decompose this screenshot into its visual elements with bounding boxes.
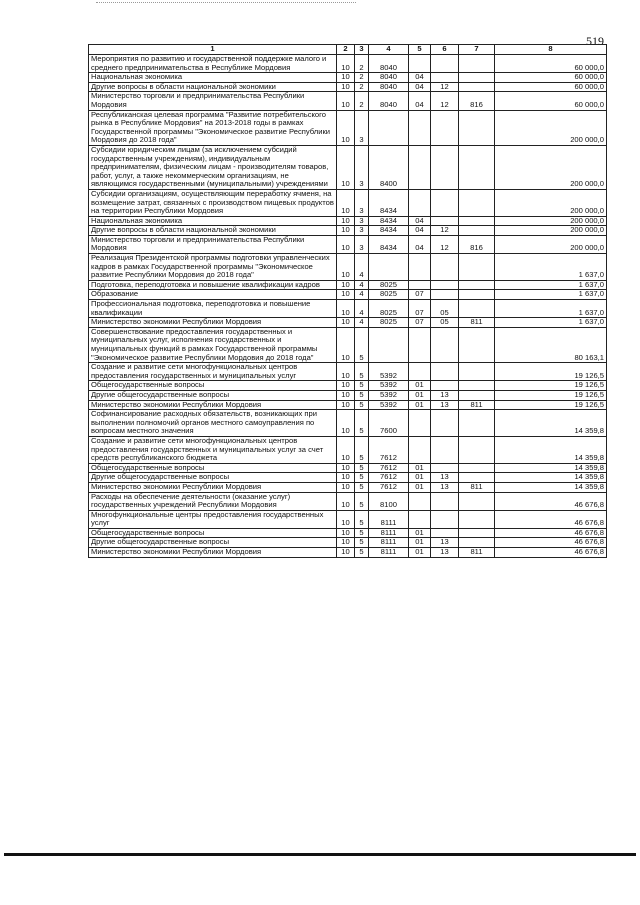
cell-c3: 2: [355, 92, 369, 110]
table-row: [89, 381, 607, 391]
cell-name: Министерство торговли и предпринимательства Республики Мордовия: [89, 235, 337, 253]
cell-c7: [459, 73, 495, 83]
header-cell: 3: [355, 45, 369, 55]
table-row: [89, 110, 607, 145]
cell-c4: [369, 254, 409, 281]
table-row: [89, 82, 607, 92]
cell-name: Министерство торговли и предпринимательства Республики Мордовия: [89, 92, 337, 110]
cell-c4: 5392: [369, 381, 409, 391]
cell-c4: 5392: [369, 390, 409, 400]
cell-c6: [431, 510, 459, 528]
cell-c2: 10: [337, 400, 355, 410]
header-cell: 7: [459, 45, 495, 55]
table-row: [89, 189, 607, 216]
cell-c7: [459, 82, 495, 92]
cell-c7: [459, 55, 495, 73]
page-number: 519: [586, 34, 604, 48]
cell-c3: 3: [355, 216, 369, 226]
table-row: [89, 538, 607, 548]
cell-c5: 01: [409, 473, 431, 483]
cell-name: Образование: [89, 290, 337, 300]
cell-c7: [459, 463, 495, 473]
cell-amount: 46 676,8: [495, 538, 607, 548]
cell-c7: [459, 363, 495, 381]
cell-c2: 10: [337, 510, 355, 528]
cell-amount: 19 126,5: [495, 390, 607, 400]
cell-name: Национальная экономика: [89, 73, 337, 83]
cell-c7: [459, 528, 495, 538]
cell-name: Министерство экономики Республики Мордовия: [89, 548, 337, 558]
cell-amount: 1 637,0: [495, 280, 607, 290]
cell-c6: [431, 363, 459, 381]
cell-c2: 10: [337, 318, 355, 328]
cell-amount: 19 126,5: [495, 400, 607, 410]
cell-c3: 4: [355, 254, 369, 281]
cell-amount: 1 637,0: [495, 318, 607, 328]
cell-c4: 8434: [369, 189, 409, 216]
cell-c3: 3: [355, 145, 369, 189]
cell-c6: 05: [431, 318, 459, 328]
cell-c4: 8025: [369, 290, 409, 300]
cell-c3: 4: [355, 280, 369, 290]
cell-amount: 60 000,0: [495, 73, 607, 83]
cell-c2: 10: [337, 436, 355, 463]
table-row: [89, 216, 607, 226]
cell-c3: 4: [355, 318, 369, 328]
cell-c3: 3: [355, 110, 369, 145]
cell-c6: 12: [431, 92, 459, 110]
table-row: [89, 92, 607, 110]
cell-c4: 8040: [369, 82, 409, 92]
cell-c4: 7612: [369, 463, 409, 473]
cell-c7: [459, 300, 495, 318]
cell-c5: [409, 110, 431, 145]
cell-amount: 14 359,8: [495, 482, 607, 492]
cell-c6: [431, 290, 459, 300]
cell-c2: 10: [337, 381, 355, 391]
cell-name: Министерство экономики Республики Мордовия: [89, 400, 337, 410]
cell-c5: 01: [409, 528, 431, 538]
cell-c3: 5: [355, 327, 369, 362]
cell-c2: 10: [337, 390, 355, 400]
cell-c6: [431, 327, 459, 362]
cell-c2: 10: [337, 55, 355, 73]
cell-name: Другие общегосударственные вопросы: [89, 538, 337, 548]
cell-c4: 8434: [369, 226, 409, 236]
table-row: [89, 280, 607, 290]
table-row: [89, 400, 607, 410]
cell-amount: 1 637,0: [495, 300, 607, 318]
cell-c3: 5: [355, 463, 369, 473]
cell-amount: 14 359,8: [495, 436, 607, 463]
table-row: [89, 363, 607, 381]
cell-c3: 5: [355, 400, 369, 410]
cell-c6: 13: [431, 538, 459, 548]
cell-c3: 5: [355, 363, 369, 381]
cell-c7: 811: [459, 400, 495, 410]
cell-amount: 200 000,0: [495, 145, 607, 189]
cell-c6: 12: [431, 235, 459, 253]
cell-c7: [459, 216, 495, 226]
table-row: [89, 226, 607, 236]
header-cell: 8: [495, 45, 607, 55]
cell-name: Мероприятия по развитию и государственной поддержке малого и среднего предпринимательства в Республике Мордовия: [89, 55, 337, 73]
cell-c4: 7612: [369, 473, 409, 483]
cell-c4: 8040: [369, 92, 409, 110]
cell-c7: [459, 473, 495, 483]
cell-c2: 10: [337, 235, 355, 253]
cell-c5: 01: [409, 390, 431, 400]
cell-c7: [459, 381, 495, 391]
cell-c2: 10: [337, 290, 355, 300]
cell-c7: 811: [459, 548, 495, 558]
cell-c6: [431, 280, 459, 290]
cell-amount: 200 000,0: [495, 110, 607, 145]
cell-c6: 13: [431, 400, 459, 410]
cell-c6: [431, 110, 459, 145]
cell-c4: 8025: [369, 318, 409, 328]
cell-c3: 5: [355, 528, 369, 538]
bottom-rule: [4, 853, 636, 856]
cell-c7: [459, 189, 495, 216]
cell-c6: 13: [431, 548, 459, 558]
cell-amount: 60 000,0: [495, 92, 607, 110]
cell-amount: 46 676,8: [495, 492, 607, 510]
cell-c5: [409, 327, 431, 362]
cell-c4: 5392: [369, 363, 409, 381]
cell-c6: [431, 492, 459, 510]
cell-c4: 8434: [369, 235, 409, 253]
cell-c5: [409, 492, 431, 510]
cell-amount: 200 000,0: [495, 235, 607, 253]
cell-name: Общегосударственные вопросы: [89, 528, 337, 538]
cell-c2: 10: [337, 110, 355, 145]
cell-c7: [459, 254, 495, 281]
cell-c6: [431, 55, 459, 73]
scan-artifact-line: [96, 2, 356, 4]
table-row: [89, 254, 607, 281]
cell-c6: 13: [431, 390, 459, 400]
cell-c5: 01: [409, 548, 431, 558]
cell-c2: 10: [337, 492, 355, 510]
cell-c5: [409, 254, 431, 281]
cell-amount: 46 676,8: [495, 510, 607, 528]
cell-name: Создание и развитие сети многофункциональных центров предоставления государственных и муниципальных услуг: [89, 363, 337, 381]
cell-c2: 10: [337, 410, 355, 437]
cell-c3: 5: [355, 548, 369, 558]
cell-c2: 10: [337, 363, 355, 381]
cell-c6: [431, 528, 459, 538]
cell-c2: 10: [337, 538, 355, 548]
cell-c5: 04: [409, 226, 431, 236]
cell-name: Министерство экономики Республики Мордовия: [89, 318, 337, 328]
cell-c2: 10: [337, 528, 355, 538]
cell-c4: 8040: [369, 55, 409, 73]
cell-c4: 7600: [369, 410, 409, 437]
cell-amount: 19 126,5: [495, 363, 607, 381]
table-row: [89, 436, 607, 463]
cell-c6: 05: [431, 300, 459, 318]
table-row: [89, 55, 607, 73]
cell-c6: [431, 463, 459, 473]
cell-c6: 13: [431, 473, 459, 483]
cell-c3: 4: [355, 290, 369, 300]
cell-c2: 10: [337, 473, 355, 483]
cell-c7: [459, 110, 495, 145]
cell-name: Общегосударственные вопросы: [89, 463, 337, 473]
cell-name: Другие общегосударственные вопросы: [89, 390, 337, 400]
cell-name: Совершенствование предоставления государственных и муниципальных услуг, исполнения государственных и муниципальных функций в рамках Государственной программы "Экономическое развитие Республики Мордовия до 2018 года": [89, 327, 337, 362]
cell-c6: [431, 381, 459, 391]
cell-c5: 01: [409, 463, 431, 473]
cell-c5: 01: [409, 400, 431, 410]
cell-c7: [459, 510, 495, 528]
cell-c4: 8025: [369, 280, 409, 290]
cell-c6: [431, 436, 459, 463]
cell-c5: 01: [409, 381, 431, 391]
cell-amount: 19 126,5: [495, 381, 607, 391]
cell-c2: 10: [337, 73, 355, 83]
cell-c3: 5: [355, 492, 369, 510]
cell-amount: 200 000,0: [495, 226, 607, 236]
cell-amount: 14 359,8: [495, 473, 607, 483]
cell-name: Национальная экономика: [89, 216, 337, 226]
table-row: [89, 492, 607, 510]
cell-c5: [409, 510, 431, 528]
table-body: [89, 55, 607, 558]
cell-c5: 04: [409, 82, 431, 92]
table-row: [89, 410, 607, 437]
cell-c5: [409, 410, 431, 437]
cell-name: Другие вопросы в области национальной экономики: [89, 226, 337, 236]
cell-c7: [459, 327, 495, 362]
cell-c3: 2: [355, 82, 369, 92]
cell-name: Общегосударственные вопросы: [89, 381, 337, 391]
cell-c4: [369, 327, 409, 362]
table-row: [89, 290, 607, 300]
header-cell: 4: [369, 45, 409, 55]
header-cell: 5: [409, 45, 431, 55]
table-header-row: [89, 45, 607, 55]
cell-c6: [431, 254, 459, 281]
header-cell: 6: [431, 45, 459, 55]
cell-c5: 04: [409, 216, 431, 226]
cell-c6: [431, 216, 459, 226]
cell-c2: 10: [337, 189, 355, 216]
cell-name: Министерство экономики Республики Мордовия: [89, 482, 337, 492]
cell-c4: [369, 110, 409, 145]
cell-c2: 10: [337, 92, 355, 110]
cell-c5: 04: [409, 235, 431, 253]
cell-c5: [409, 55, 431, 73]
cell-c2: 10: [337, 254, 355, 281]
cell-c6: 13: [431, 482, 459, 492]
cell-c6: [431, 73, 459, 83]
cell-name: Многофункциональные центры предоставления государственных услуг: [89, 510, 337, 528]
cell-c4: 8400: [369, 145, 409, 189]
cell-c6: 12: [431, 226, 459, 236]
cell-c4: 8434: [369, 216, 409, 226]
cell-c2: 10: [337, 82, 355, 92]
cell-c4: 8040: [369, 73, 409, 83]
cell-c5: [409, 280, 431, 290]
cell-c5: 01: [409, 538, 431, 548]
table-row: [89, 548, 607, 558]
cell-c7: 816: [459, 92, 495, 110]
cell-c2: 10: [337, 300, 355, 318]
cell-name: Республиканская целевая программа "Развитие потребительского рынка в Республике Мордовия" на 2013-2018 годы в рамках Государственной программы "Экономическое развитие Республики Мордовия до 2018 года": [89, 110, 337, 145]
cell-c2: 10: [337, 216, 355, 226]
table-row: [89, 528, 607, 538]
cell-c3: 2: [355, 55, 369, 73]
cell-c3: 5: [355, 473, 369, 483]
cell-c2: 10: [337, 280, 355, 290]
table-row: [89, 235, 607, 253]
table-row: [89, 73, 607, 83]
cell-c7: [459, 145, 495, 189]
table-row: [89, 300, 607, 318]
cell-c4: 8111: [369, 538, 409, 548]
cell-c4: 7612: [369, 482, 409, 492]
cell-c7: [459, 390, 495, 400]
cell-c4: 8111: [369, 528, 409, 538]
cell-c3: 2: [355, 73, 369, 83]
cell-amount: 200 000,0: [495, 216, 607, 226]
cell-name: Софинансирование расходных обязательств, возникающих при выполнении полномочий органов местного самоуправления по вопросам местного значения: [89, 410, 337, 437]
table-row: [89, 318, 607, 328]
table-row: [89, 482, 607, 492]
cell-c2: 10: [337, 145, 355, 189]
cell-c5: 07: [409, 300, 431, 318]
cell-c3: 5: [355, 436, 369, 463]
budget-table: [88, 44, 607, 558]
cell-name: Расходы на обеспечение деятельности (оказание услуг) государственных учреждений Республики Мордовия: [89, 492, 337, 510]
cell-c3: 5: [355, 390, 369, 400]
table-row: [89, 390, 607, 400]
cell-c3: 3: [355, 235, 369, 253]
cell-c7: 816: [459, 235, 495, 253]
cell-c2: 10: [337, 226, 355, 236]
cell-amount: 60 000,0: [495, 55, 607, 73]
cell-c4: 8111: [369, 510, 409, 528]
cell-c5: [409, 189, 431, 216]
cell-c3: 3: [355, 189, 369, 216]
cell-amount: 200 000,0: [495, 189, 607, 216]
cell-c4: 8025: [369, 300, 409, 318]
cell-c5: 07: [409, 318, 431, 328]
cell-amount: 80 163,1: [495, 327, 607, 362]
cell-c5: [409, 436, 431, 463]
cell-c7: 811: [459, 318, 495, 328]
header-cell: 2: [337, 45, 355, 55]
cell-c6: [431, 410, 459, 437]
cell-c5: 01: [409, 482, 431, 492]
cell-c4: 8100: [369, 492, 409, 510]
cell-c5: 07: [409, 290, 431, 300]
cell-c3: 3: [355, 226, 369, 236]
cell-name: Реализация Президентской программы подготовки управленческих кадров в рамках Государственной программы "Экономическое развитие Республики Мордовия до 2018 года": [89, 254, 337, 281]
cell-c3: 5: [355, 381, 369, 391]
cell-name: Субсидии юридическим лицам (за исключением субсидий государственным учреждениям), индивидуальным предпринимателям, физическим лицам - производителям товаров, работ, услуг, а также некоммерческим организациям, не являющимся государственными (муниципальными) учреждениями: [89, 145, 337, 189]
table-row: [89, 463, 607, 473]
cell-c5: 04: [409, 92, 431, 110]
cell-c5: [409, 363, 431, 381]
cell-c7: [459, 492, 495, 510]
cell-c5: 04: [409, 73, 431, 83]
cell-c4: 5392: [369, 400, 409, 410]
table-row: [89, 327, 607, 362]
cell-name: Создание и развитие сети многофункциональных центров предоставления государственных и муниципальных услуг за счет средств республиканского бюджета: [89, 436, 337, 463]
table-row: [89, 510, 607, 528]
cell-amount: 1 637,0: [495, 254, 607, 281]
cell-amount: 14 359,8: [495, 410, 607, 437]
cell-c7: [459, 226, 495, 236]
cell-amount: 1 637,0: [495, 290, 607, 300]
cell-c2: 10: [337, 327, 355, 362]
cell-name: Профессиональная подготовка, переподготовка и повышение квалификации: [89, 300, 337, 318]
table-row: [89, 473, 607, 483]
cell-c4: 8111: [369, 548, 409, 558]
header-cell: 1: [89, 45, 337, 55]
cell-c7: 811: [459, 482, 495, 492]
cell-c6: [431, 189, 459, 216]
cell-c3: 5: [355, 482, 369, 492]
cell-name: Субсидии организациям, осуществляющим переработку ячменя, на возмещение затрат, связанных с производством пищевых продуктов на территории Республики Мордовия: [89, 189, 337, 216]
cell-c4: 7612: [369, 436, 409, 463]
cell-c2: 10: [337, 463, 355, 473]
cell-amount: 46 676,8: [495, 528, 607, 538]
cell-c2: 10: [337, 482, 355, 492]
cell-name: Подготовка, переподготовка и повышение квалификации кадров: [89, 280, 337, 290]
cell-amount: 46 676,8: [495, 548, 607, 558]
cell-c3: 4: [355, 300, 369, 318]
cell-name: Другие общегосударственные вопросы: [89, 473, 337, 483]
cell-c3: 5: [355, 510, 369, 528]
cell-c7: [459, 290, 495, 300]
cell-c3: 5: [355, 410, 369, 437]
cell-amount: 14 359,8: [495, 463, 607, 473]
cell-c2: 10: [337, 548, 355, 558]
cell-c7: [459, 436, 495, 463]
cell-c7: [459, 410, 495, 437]
cell-amount: 60 000,0: [495, 82, 607, 92]
cell-c6: [431, 145, 459, 189]
cell-c7: [459, 538, 495, 548]
table-row: [89, 145, 607, 189]
cell-c3: 5: [355, 538, 369, 548]
cell-c5: [409, 145, 431, 189]
cell-name: Другие вопросы в области национальной экономики: [89, 82, 337, 92]
cell-c6: 12: [431, 82, 459, 92]
cell-c7: [459, 280, 495, 290]
